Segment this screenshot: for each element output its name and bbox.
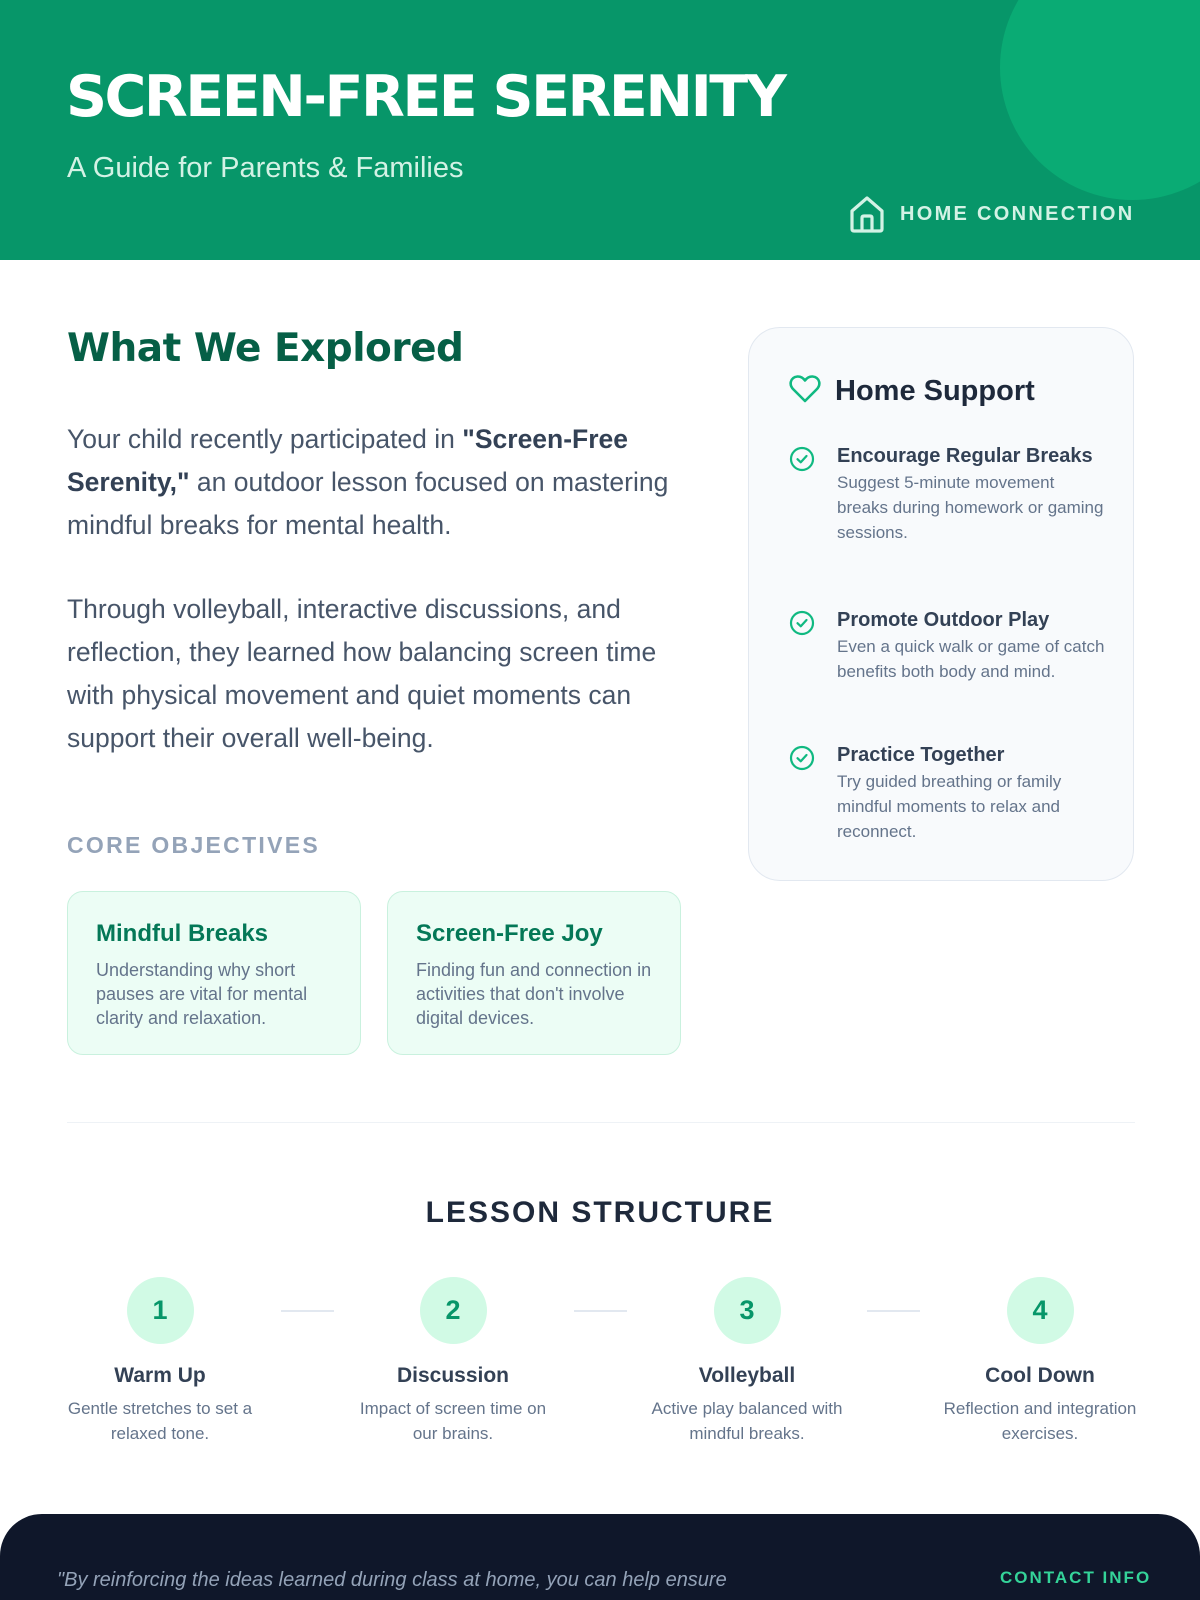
home-support-card bbox=[748, 327, 1134, 881]
step-title: Discussion bbox=[396, 1364, 510, 1387]
tip-description: Suggest 5-minute movement breaks during homework or gaming sessions. bbox=[837, 473, 1104, 542]
heart-icon bbox=[789, 374, 821, 409]
support-tip bbox=[789, 742, 1109, 844]
header-banner bbox=[0, 0, 1200, 260]
tip-description: Try guided breathing or family mindful moments to relax and reconnect. bbox=[837, 772, 1062, 841]
step-connector bbox=[281, 1310, 334, 1312]
footer-quote: "By reinforcing the ideas learned during class at home, you can help ensure bbox=[57, 1569, 727, 1591]
lesson-step bbox=[940, 1277, 1140, 1446]
page-subtitle: A Guide for Parents & Families bbox=[67, 152, 464, 184]
home-support-title: Home Support bbox=[835, 375, 1035, 407]
step-description: Impact of screen time on our brains. bbox=[359, 1399, 547, 1443]
home-connection-label: HOME CONNECTION bbox=[900, 202, 1135, 225]
lesson-step bbox=[353, 1277, 553, 1446]
step-number-badge: 4 bbox=[1007, 1277, 1074, 1344]
objective-description: Understanding why short pauses are vital for mental clarity and relaxation. bbox=[96, 960, 308, 1028]
step-connector bbox=[867, 1310, 920, 1312]
home-connection-badge bbox=[848, 194, 1135, 234]
objective-card bbox=[387, 891, 681, 1055]
tip-title: Encourage Regular Breaks bbox=[837, 445, 1093, 467]
decorative-circle bbox=[1000, 0, 1200, 200]
what-we-explored-heading: What We Explored bbox=[67, 326, 464, 371]
check-circle-icon bbox=[789, 446, 815, 477]
intro-paragraph bbox=[67, 418, 687, 547]
home-icon bbox=[848, 194, 886, 234]
tip-description: Even a quick walk or game of catch benefits both body and mind. bbox=[837, 637, 1105, 681]
contact-info-link[interactable]: CONTACT INFO bbox=[1000, 1568, 1152, 1587]
step-title: Warm Up bbox=[114, 1364, 206, 1387]
home-support-header bbox=[789, 374, 1035, 409]
tip-title: Promote Outdoor Play bbox=[837, 609, 1050, 631]
check-circle-icon bbox=[789, 745, 815, 776]
lesson-structure-heading: LESSON STRUCTURE bbox=[425, 1196, 775, 1229]
check-circle-icon bbox=[789, 610, 815, 641]
step-number-badge: 1 bbox=[127, 1277, 194, 1344]
lesson-name: "Screen-Free Serenity," bbox=[67, 424, 629, 497]
page-title: SCREEN-FREE SERENITY bbox=[66, 64, 785, 130]
step-description: Gentle stretches to set a relaxed tone. bbox=[67, 1399, 253, 1443]
support-tip bbox=[789, 443, 1109, 545]
support-tip bbox=[789, 607, 1109, 684]
step-connector bbox=[574, 1310, 627, 1312]
objective-title: Screen-Free Joy bbox=[416, 920, 603, 947]
intro-text-start: Your child recently participated in bbox=[67, 424, 463, 454]
step-number-badge: 2 bbox=[420, 1277, 487, 1344]
tip-title: Practice Together bbox=[837, 744, 1005, 766]
step-number-badge: 3 bbox=[714, 1277, 781, 1344]
step-title: Volleyball bbox=[698, 1364, 796, 1387]
objective-description: Finding fun and connection in activities that don't involve digital devices. bbox=[416, 960, 652, 1028]
objective-card bbox=[67, 891, 361, 1055]
learning-paragraph: Through volleyball, interactive discussions, and reflection, they learned how balancing screen time with physical movement and quiet moments can support their overall well-being. bbox=[67, 594, 657, 753]
lesson-step bbox=[647, 1277, 847, 1446]
core-objectives-heading: CORE OBJECTIVES bbox=[67, 832, 321, 858]
step-title: Cool Down bbox=[985, 1364, 1095, 1387]
lesson-step bbox=[60, 1277, 260, 1446]
step-description: Active play balanced with mindful breaks. bbox=[651, 1399, 843, 1443]
objective-title: Mindful Breaks bbox=[96, 920, 269, 947]
section-divider bbox=[67, 1122, 1135, 1123]
step-description: Reflection and integration exercises. bbox=[943, 1399, 1137, 1443]
intro-text-end: an outdoor lesson focused on mastering mindful breaks for mental health. bbox=[67, 467, 669, 540]
